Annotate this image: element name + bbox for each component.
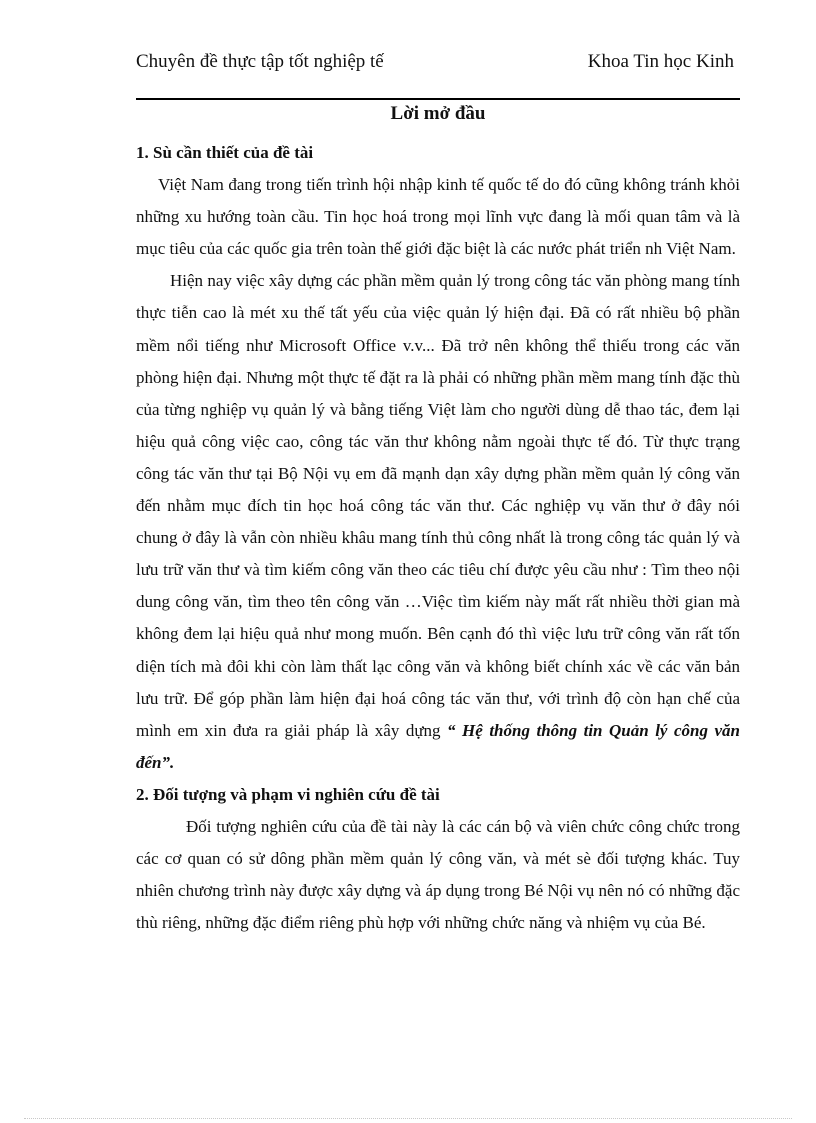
paragraph-text: Hiện nay việc xây dựng các phần mềm quản lý trong công tác văn phòng mang tính thực tiễn cao là mét xu thế tất yếu của việc quản lý hiện đại. Đã có rất nhiều bộ phần mềm nổi tiếng như Microsoft Office v.v... Đã trở nên không thể thiếu trong các văn phòng hiện đại. Nhưng một thực tế đặt ra là phải có những phần mềm mang tính đặc thù của từng nghiệp vụ quản lý và bằng tiếng Việt làm cho người dùng dễ thao tác, đem lại hiệu quả công việc cao, công tác văn thư không nằm ngoài thực tế đó. Từ thực trạng công tác văn thư tại Bộ Nội vụ em đã mạnh dạn xây dựng phần mềm quản lý công văn đến nhằm mục đích tin học hoá công tác văn thư. Các nghiệp vụ văn thư ở đây nói chung ở đây là vẫn còn nhiều khâu mang tính thủ công nhất là trong công tác quản lý và lưu trữ văn thư và tìm kiếm công văn theo các tiêu chí được yêu cầu như : Tìm theo nội dung công văn, tìm theo tên công văn …Việc tìm kiếm này mất rất nhiều thời gian mà không đem lại hiệu quả như mong muốn. Bên cạnh đó thì việc lưu trữ công văn rất tốn diện tích mà đôi khi còn làm thất lạc công văn và không biết chính xác về các văn bản lưu trữ. Để góp phần làm hiện đại hoá công tác văn thư, với trình độ còn hạn chế của mình em xin đưa ra giải pháp là xây dựng — [136, 271, 740, 740]
document-body — [136, 137, 740, 939]
paragraph — [136, 265, 740, 779]
header-right-text: Khoa Tin học Kinh — [587, 51, 734, 72]
header-left-text: Chuyên đề thực tập tốt nghiệp tế — [136, 51, 384, 72]
paragraph: Việt Nam đang trong tiến trình hội nhập kinh tế quốc tế do đó cũng không tránh khỏi những xu hướng toàn cầu. Tin học hoá trong mọi lĩnh vực đang là mối quan tâm và là mục tiêu của các quốc gia trên toàn thế giới đặc biệt là các nước phát triển nh Việt Nam. — [136, 175, 740, 259]
page-title: Lời mở đầu — [390, 103, 486, 124]
paragraph: Đối tượng nghiên cứu của đề tài này là các cán bộ và viên chức công chức trong các cơ quan có sử dông phần mềm quản lý công văn, và mét sè đối tượng khác. Tuy nhiên chương trình này được xây dựng và áp dụng trong Bé Nội vụ nên nó có những đặc thù riêng, những đặc điểm riêng phù hợp với những chức năng và nhiệm vụ của Bé. — [136, 816, 740, 933]
page-header — [136, 50, 740, 98]
emphasis-text: “ Hệ thống thông tin Quản lý công văn đến”. — [136, 720, 740, 772]
page-bottom-border — [24, 1118, 792, 1119]
section-heading: 1. Sù cần thiết của đề tài — [136, 143, 314, 162]
header-rule — [136, 98, 740, 100]
section-heading: 2. Đối tượng và phạm vi nghiên cứu đề tài — [136, 784, 440, 804]
